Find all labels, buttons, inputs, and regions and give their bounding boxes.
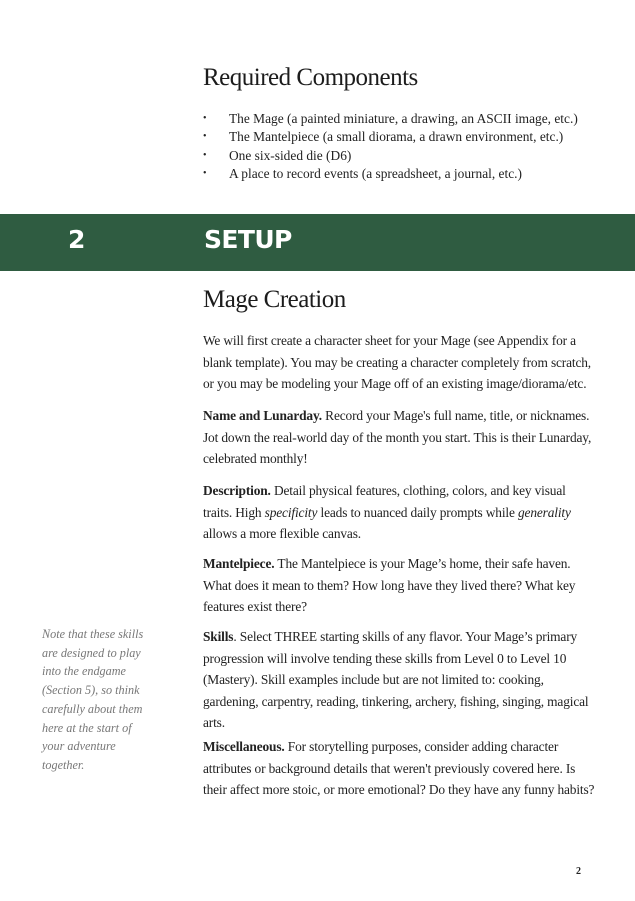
description-paragraph	[203, 480, 595, 545]
name-lunarday-label: Name and Lunarday.	[203, 408, 322, 423]
description-text: Detail physical features, clothing, colors, and key visual traits. High	[203, 483, 566, 520]
miscellaneous-label: Miscellaneous.	[203, 739, 285, 754]
skills-paragraph	[203, 626, 595, 734]
miscellaneous-paragraph	[203, 736, 595, 801]
description-label: Description.	[203, 483, 271, 498]
description-text: allows a more flexible canvas.	[203, 526, 361, 542]
description-emphasis: specificity	[264, 504, 318, 520]
skills-label: Skills	[203, 629, 234, 644]
section-number: 2	[68, 225, 86, 254]
section-title: SETUP	[204, 225, 292, 254]
skills-text: . Select THREE starting skills of any flavor. Your Mage’s primary progression will involve tending these skills from Level 0 to Level 10 (Mastery). Skill examples include but are not limited to: cooking, gardening, carpentry, reading, tinkering, archery, fishing, singing, magical arts.	[203, 629, 589, 731]
mantelpiece-label: Mantelpiece.	[203, 556, 275, 571]
list-item: • A place to record events (a spreadsheet, a journal, etc.)	[203, 165, 578, 183]
page-number: 2	[576, 866, 581, 877]
description-emphasis: generality	[518, 504, 571, 520]
list-item: • The Mantelpiece (a small diorama, a drawn environment, etc.)	[203, 128, 578, 146]
mantelpiece-paragraph	[203, 553, 595, 618]
required-components-heading: Required Components	[203, 64, 418, 91]
description-text: leads to nuanced daily prompts while	[317, 504, 518, 520]
list-item: • One six-sided die (D6)	[203, 147, 578, 165]
mantelpiece-text: The Mantelpiece is your Mage’s home, their safe haven. What does it mean to them? How long have they lived there? What key features exist there?	[203, 556, 576, 615]
required-components-list	[203, 110, 578, 183]
intro-paragraph: We will first create a character sheet for your Mage (see Appendix for a blank template). You may be creating a character completely from scratch, or you may be modeling your Mage off of an existing image/diorama/etc.	[203, 333, 592, 392]
name-lunarday-paragraph	[203, 405, 595, 470]
side-note: Note that these skills are designed to play into the endgame (Section 5), so think carefully about them here at the start of your adventure together.	[42, 627, 144, 772]
mage-creation-heading: Mage Creation	[203, 286, 346, 313]
list-item: • The Mage (a painted miniature, a drawing, an ASCII image, etc.)	[203, 110, 578, 128]
name-lunarday-text: Record your Mage's full name, title, or nicknames. Jot down the real-world day of the month you start. This is their Lunarday, celebrated monthly!	[203, 408, 592, 467]
section-banner	[0, 214, 635, 271]
miscellaneous-text: For storytelling purposes, consider adding character attributes or background details that weren't previously covered here. Is their affect more stoic, or more emotional? Do they have any funny habits?	[203, 739, 595, 798]
